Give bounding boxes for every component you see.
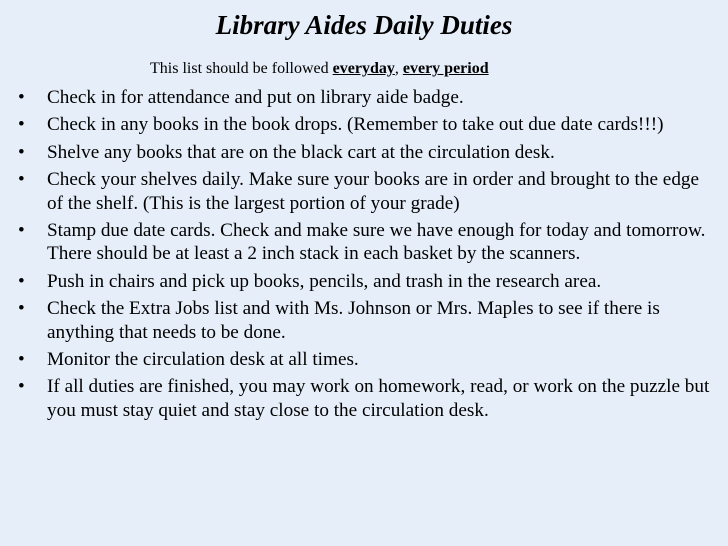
page-title: Library Aides Daily Duties	[215, 10, 513, 40]
duty-item	[18, 219, 718, 266]
duty-item	[18, 375, 718, 422]
bullet-icon: •	[18, 114, 25, 136]
bullet-icon: •	[18, 270, 25, 292]
duty-item	[18, 270, 718, 293]
subtitle-emphasis-every-period: every period	[402, 60, 489, 77]
duty-text: Shelve any books that are on the black cart at the circulation desk.	[47, 141, 555, 163]
duty-item	[18, 141, 718, 164]
duty-item	[18, 348, 718, 371]
duty-text: Check your shelves daily. Make sure your books are in order and brought to the edge of the shelf. (This is the largest portion of your grade)	[47, 169, 700, 214]
duty-item	[18, 113, 718, 136]
duty-text: Check in for attendance and put on library aide badge.	[47, 87, 464, 108]
duty-item	[18, 86, 718, 109]
duty-item	[18, 297, 718, 344]
subtitle	[150, 58, 489, 80]
duty-text: Check the Extra Jobs list and with Ms. Johnson or Mrs. Maples to see if there is anything that needs to be done.	[47, 298, 660, 343]
bullet-icon: •	[18, 376, 25, 398]
duty-item	[18, 168, 718, 215]
bullet-icon: •	[18, 220, 25, 242]
duty-text: If all duties are finished, you may work on homework, read, or work on the puzzle but you must stay quiet and stay close to the circulation desk.	[47, 376, 710, 421]
bullet-icon: •	[18, 349, 25, 371]
bullet-icon: •	[18, 87, 25, 108]
duty-text: Monitor the circulation desk at all times.	[47, 349, 359, 371]
duties-list	[18, 86, 718, 426]
bullet-icon: •	[18, 169, 25, 191]
subtitle-emphasis-everyday: everyday	[332, 60, 395, 77]
duty-text: Check in any books in the book drops. (Remember to take out due date cards!!!)	[47, 114, 664, 136]
bullet-icon: •	[18, 141, 25, 163]
duty-text: Stamp due date cards. Check and make sure we have enough for today and tomorrow. There should be at least a 2 inch stack in each basket by the scanners.	[47, 220, 706, 265]
subtitle-separator: ,	[394, 60, 403, 77]
duty-text: Push in chairs and pick up books, pencils, and trash in the research area.	[47, 270, 602, 292]
bullet-icon: •	[18, 298, 25, 320]
subtitle-prefix: This list should be followed	[150, 60, 333, 77]
